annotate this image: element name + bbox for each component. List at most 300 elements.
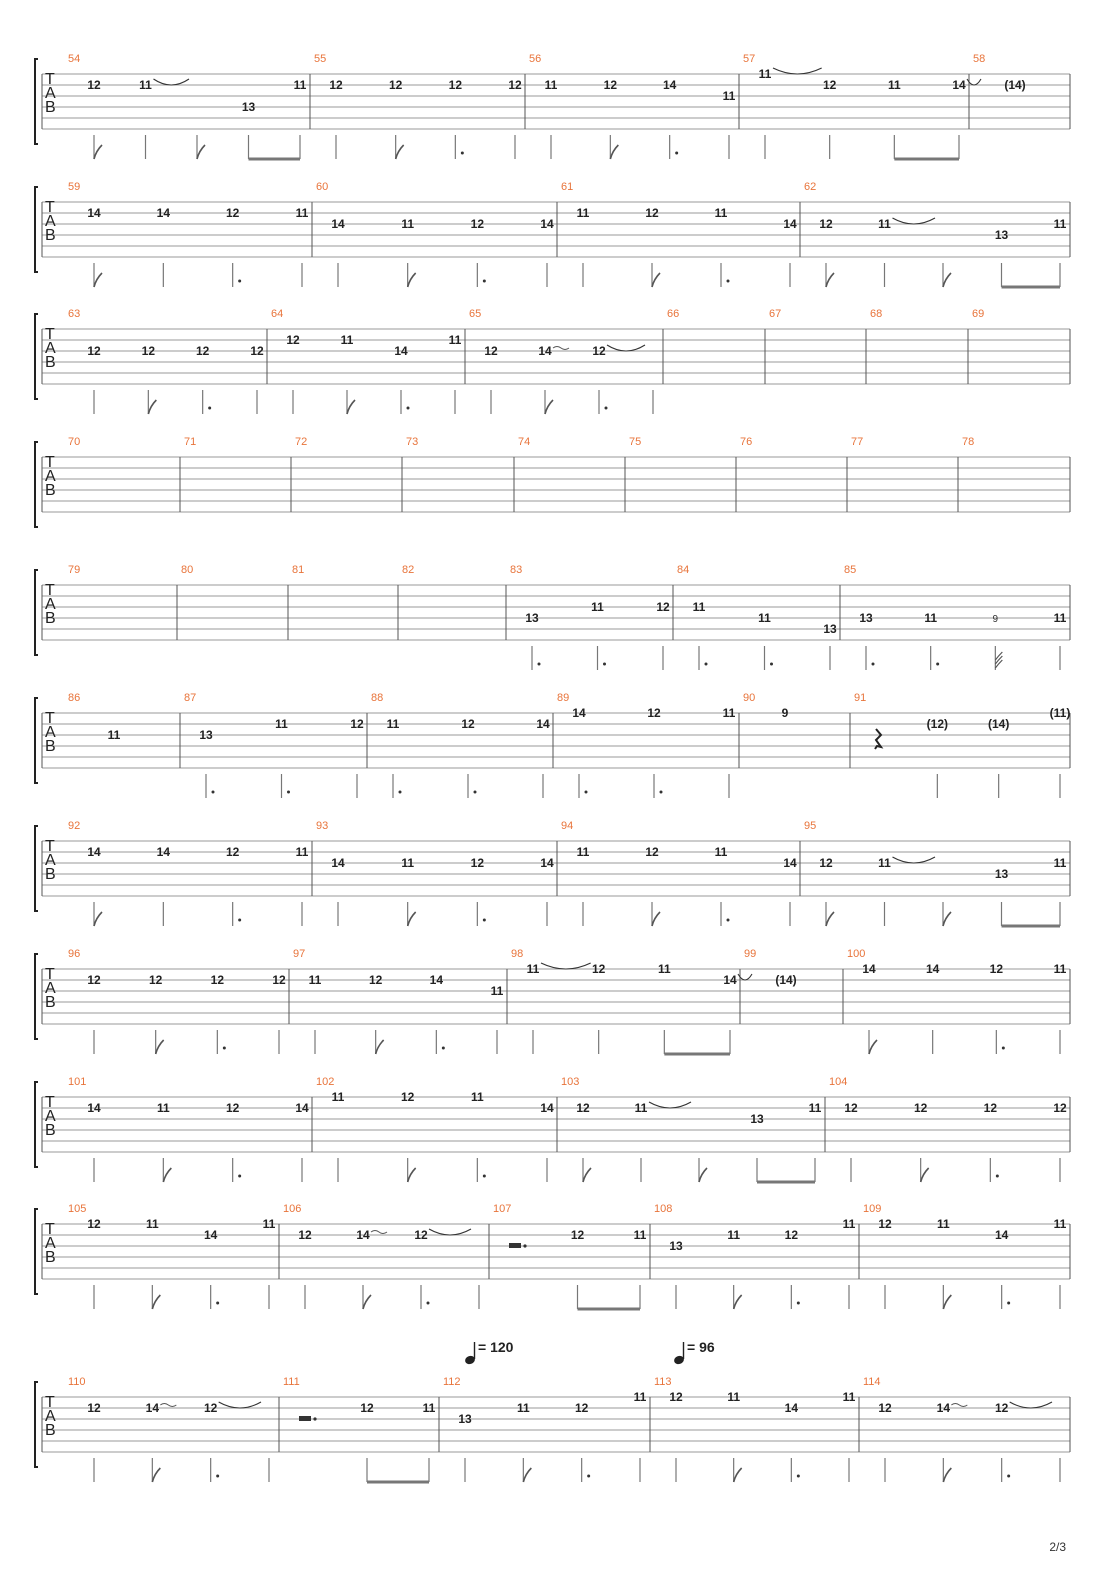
fret-number: 11 (139, 78, 152, 92)
tab-note (592, 962, 606, 1054)
measure-number: 109 (863, 1203, 882, 1215)
tab-clef-letter: B (45, 738, 56, 755)
tab-note (197, 135, 205, 159)
measure-number: 84 (677, 564, 690, 576)
measure-number: 85 (844, 564, 857, 576)
measure-number: 62 (804, 181, 817, 193)
eighth-flag (94, 145, 102, 159)
measure-number: 75 (629, 436, 642, 448)
eighth-flag (152, 1468, 160, 1482)
tie-arc (219, 1402, 261, 1408)
fret-number: (14) (1004, 78, 1026, 92)
fret-number: 11 (591, 600, 604, 614)
fret-number: 11 (401, 856, 415, 870)
tab-system (35, 1203, 1070, 1309)
fret-number: 14 (994, 1228, 1009, 1242)
measure-number: 90 (743, 692, 756, 704)
fret-number: (14) (775, 973, 797, 987)
eighth-flag (699, 1168, 707, 1182)
rhythm-dot (474, 791, 477, 794)
tab-note (775, 973, 796, 987)
measure-number: 101 (68, 1076, 87, 1088)
rhythm-dot (461, 152, 464, 155)
measure-number: 87 (184, 692, 197, 704)
fret-number: 12 (989, 962, 1004, 976)
eighth-flag (943, 1468, 951, 1482)
measure-number: 110 (68, 1376, 86, 1388)
fret-number: 11 (490, 984, 504, 998)
fret-number: 11 (878, 217, 891, 231)
rhythm-dot (238, 280, 241, 283)
fret-number: 11 (401, 217, 415, 231)
fret-number: 9 (781, 706, 789, 720)
fret-number: 12 (645, 206, 659, 220)
eighth-flag (869, 1040, 877, 1054)
fret-number: 11 (107, 728, 121, 742)
fret-number: 12 (994, 1401, 1009, 1415)
tab-clef-letter: T (45, 966, 55, 983)
tab-clef-letter: A (45, 980, 56, 997)
fret-number: 11 (633, 1228, 647, 1242)
fret-number: 14 (156, 845, 171, 859)
tie-arc (893, 218, 936, 224)
measure-number: 80 (181, 564, 194, 576)
fret-number: 14 (87, 845, 101, 859)
tab-note (87, 1217, 101, 1309)
system-bracket (35, 314, 38, 399)
eighth-flag (545, 400, 553, 414)
eighth-flag (347, 400, 355, 414)
measure-number: 74 (518, 436, 531, 448)
fret-number: 12 (368, 973, 383, 987)
rhythm-dot (872, 663, 875, 666)
system-bracket (35, 698, 38, 783)
tab-clef-letter: B (45, 99, 56, 116)
fret-number: 11 (714, 845, 728, 859)
measure-number: 92 (68, 820, 81, 832)
measure-number: 93 (316, 820, 329, 832)
system-bracket (35, 1082, 38, 1167)
eighth-flag (583, 1168, 591, 1182)
eighth-flag (826, 273, 834, 287)
tab-note (491, 984, 504, 1054)
tab-note (401, 1090, 416, 1182)
fret-number: 14 (356, 1228, 370, 1242)
fret-number: 14 (784, 1401, 799, 1415)
tempo-value: = 96 (687, 1339, 715, 1355)
tremolo-flag (995, 660, 1002, 668)
rhythm-dot (587, 1475, 590, 1478)
measure-number: 114 (863, 1376, 881, 1388)
tab-note (394, 344, 409, 414)
measure-number: 108 (654, 1203, 673, 1215)
rhythm-dot (442, 1047, 445, 1050)
tab-clef-letter: A (45, 596, 56, 613)
tie-arc (607, 345, 645, 351)
fret-number: 11 (924, 611, 938, 625)
measure-number: 76 (740, 436, 753, 448)
tab-note (540, 856, 554, 926)
rhythm-dot (1007, 1302, 1010, 1305)
fret-number: 9 (992, 614, 999, 625)
system-bracket (35, 187, 38, 272)
tab-note (819, 217, 834, 287)
fret-number: 12 (591, 962, 606, 976)
fret-number: 14 (331, 217, 345, 231)
fret-number: 12 (400, 1090, 415, 1104)
tie-arc (893, 857, 936, 863)
eighth-flag (396, 145, 404, 159)
measure-number: 104 (829, 1076, 848, 1088)
measure-number: 98 (511, 948, 524, 960)
measure-number: 103 (561, 1076, 580, 1088)
tab-note (878, 1217, 892, 1309)
fret-number: 11 (295, 206, 309, 220)
fret-number: 11 (275, 717, 288, 731)
fret-number: 11 (544, 78, 558, 92)
tab-note (634, 1390, 647, 1482)
fret-number: 11 (516, 1401, 530, 1415)
measure-number: 94 (561, 820, 574, 832)
tremolo-flag (995, 656, 1002, 664)
measure-number: 99 (744, 948, 757, 960)
fret-number: 11 (842, 1217, 856, 1231)
rhythm-dot (287, 791, 290, 794)
measure-number: 70 (68, 436, 81, 448)
slide-mark (951, 1404, 967, 1407)
tempo-value: = 120 (478, 1339, 514, 1355)
fret-number: 12 (592, 344, 606, 358)
fret-number: 14 (540, 217, 554, 231)
tab-note (647, 706, 662, 798)
fret-number: 14 (156, 206, 171, 220)
tab-system (35, 53, 1070, 159)
slide-mark (160, 1404, 176, 1407)
tab-note (196, 344, 211, 414)
fret-number: 12 (484, 344, 498, 358)
fret-number: 12 (576, 1101, 590, 1115)
fret-number: 11 (448, 333, 462, 347)
tab-note (656, 600, 670, 670)
tab-note (471, 1090, 486, 1182)
tab-note (693, 600, 708, 670)
tab-note (332, 1090, 345, 1182)
tab-system (35, 181, 1070, 287)
tab-note (592, 344, 645, 414)
eighth-flag (408, 912, 416, 926)
measure-number: 96 (68, 948, 81, 960)
tab-system (35, 308, 1070, 414)
tab-system (35, 1376, 1070, 1482)
tab-clef-letter: B (45, 1249, 56, 1266)
fret-number: 11 (1053, 1217, 1067, 1231)
tab-note (401, 217, 415, 287)
fret-number: 14 (331, 856, 345, 870)
fret-number: 12 (647, 706, 661, 720)
fret-number: 11 (722, 706, 736, 720)
measure-number: 71 (184, 436, 197, 448)
tab-note (658, 962, 671, 1054)
tab-note (87, 344, 101, 414)
tab-clef-letter: B (45, 1422, 56, 1439)
tab-note (1054, 962, 1067, 1054)
fret-number: 12 (148, 973, 163, 987)
fret-number: 14 (783, 856, 797, 870)
fret-number: 13 (458, 1412, 472, 1426)
tab-clef-letter: A (45, 1235, 56, 1252)
measure-number: 57 (743, 53, 756, 65)
tab-note (458, 1412, 472, 1482)
fret-number: 12 (225, 206, 240, 220)
fret-number: 12 (203, 1401, 218, 1415)
tab-note (108, 728, 121, 742)
fret-number: 12 (656, 600, 670, 614)
fret-number: 14 (87, 206, 101, 220)
tab-clef-letter: B (45, 227, 56, 244)
fret-number: 11 (262, 1217, 276, 1231)
fret-number: 11 (1053, 962, 1067, 976)
fret-number: (14) (987, 717, 1010, 731)
eighth-flag (408, 1168, 416, 1182)
fret-number: 11 (470, 1090, 484, 1104)
tab-clef-letter: T (45, 710, 55, 727)
measure-number: 54 (68, 53, 81, 65)
tab-clef-letter: A (45, 1108, 56, 1125)
eighth-flag (152, 1295, 160, 1309)
measure-number: 58 (973, 53, 986, 65)
half-rest (509, 1243, 521, 1248)
tab-note (843, 1390, 856, 1482)
fret-number: 12 (461, 717, 475, 731)
fret-number: 11 (727, 1390, 741, 1404)
tie-arc (541, 963, 591, 969)
tab-note (783, 856, 797, 926)
measure-number: 81 (292, 564, 305, 576)
fret-number: 11 (156, 1101, 170, 1115)
fret-number: 12 (329, 78, 343, 92)
tab-note (331, 856, 345, 926)
tab-note (823, 622, 837, 670)
tab-clef-letter: T (45, 199, 55, 216)
tab-note (146, 1217, 160, 1309)
eighth-flag (94, 273, 102, 287)
tab-system (35, 436, 1070, 527)
fret-number: 12 (570, 1228, 585, 1242)
tab-note (937, 1217, 951, 1309)
measure-number: 106 (283, 1203, 302, 1215)
fret-number: 14 (145, 1401, 160, 1415)
fret-number: 11 (526, 962, 540, 976)
fret-number: 13 (994, 228, 1009, 242)
fret-number: 12 (414, 1228, 428, 1242)
tab-note (484, 344, 498, 414)
rhythm-dot (216, 1475, 219, 1478)
fret-number: 11 (331, 1090, 345, 1104)
measure-number: 60 (316, 181, 329, 193)
fret-number: 13 (525, 611, 539, 625)
fret-number: 14 (394, 344, 408, 358)
fret-number: 12 (250, 344, 264, 358)
tab-note (538, 344, 569, 414)
fret-number: 11 (633, 1390, 647, 1404)
eighth-flag (197, 145, 205, 159)
fret-number: 13 (859, 611, 873, 625)
tie-arc (649, 1102, 691, 1108)
fret-number: 12 (87, 78, 101, 92)
eighth-flag (943, 273, 951, 287)
eighth-flag (408, 273, 416, 287)
rhythm-dot (483, 919, 486, 922)
eighth-flag (156, 1040, 164, 1054)
tab-note (875, 729, 881, 749)
fret-number: 12 (272, 973, 286, 987)
tab-note (843, 1217, 856, 1309)
system-bracket (35, 1382, 38, 1467)
fret-number: 11 (634, 1101, 648, 1115)
fret-number: 11 (878, 856, 891, 870)
measure-number: 100 (847, 948, 866, 960)
fret-number: 13 (823, 622, 837, 636)
measure-number: 102 (316, 1076, 335, 1088)
fret-number: 12 (87, 1217, 101, 1231)
measure-number: 77 (851, 436, 864, 448)
fret-number: 14 (429, 973, 444, 987)
tie-arc (429, 1229, 471, 1235)
slide-mark (371, 1231, 387, 1234)
tab-clef-letter: A (45, 1408, 56, 1425)
rhythm-dot (212, 791, 215, 794)
tab-clef-letter: T (45, 1221, 55, 1238)
fret-number: 13 (994, 867, 1009, 881)
fret-number: 14 (536, 717, 550, 731)
fret-number: 14 (540, 856, 554, 870)
fret-number: 12 (1053, 1101, 1067, 1115)
fret-number: 11 (692, 600, 706, 614)
tab-note (699, 1158, 707, 1182)
fret-number: 14 (540, 1101, 554, 1115)
rhythm-dot (603, 663, 606, 666)
fret-number: 14 (936, 1401, 951, 1415)
fret-number: 12 (669, 1390, 683, 1404)
measure-number: 78 (962, 436, 975, 448)
tab-clef-letter: B (45, 866, 56, 883)
tab-system (35, 948, 1070, 1054)
tab-note (299, 1416, 317, 1421)
tab-note (142, 344, 157, 414)
measure-number: 67 (769, 308, 782, 320)
fret-number: 12 (87, 344, 101, 358)
fret-number: 12 (350, 717, 364, 731)
fret-number: (12) (926, 717, 949, 731)
fret-number: 11 (936, 1217, 950, 1231)
fret-number: 11 (1053, 856, 1067, 870)
measure-number: 59 (68, 181, 81, 193)
tie-arc (1010, 1402, 1052, 1408)
fret-number: 11 (145, 1217, 159, 1231)
eighth-flag (148, 400, 156, 414)
fret-number: 12 (470, 217, 485, 231)
eighth-flag (943, 1295, 951, 1309)
tremolo-flag (995, 652, 1002, 660)
fret-number: 12 (87, 973, 101, 987)
rest-dot (313, 1417, 316, 1420)
tab-note (750, 1112, 764, 1182)
tab-note (527, 962, 591, 1054)
tab-clef-letter: A (45, 468, 56, 485)
tie-arc (154, 79, 190, 85)
tab-note (878, 217, 935, 287)
fret-number: 12 (819, 217, 833, 231)
fret-number: 12 (508, 78, 522, 92)
fret-number: 12 (983, 1101, 998, 1115)
eighth-flag (734, 1468, 742, 1482)
fret-number: 12 (448, 78, 463, 92)
tempo-marking (673, 1339, 715, 1365)
fret-number: 11 (576, 206, 590, 220)
measure-number: 112 (443, 1376, 461, 1388)
slide-mark (553, 347, 569, 350)
tab-system (35, 692, 1070, 798)
tab-clef-letter: T (45, 71, 55, 88)
fret-number: 14 (925, 962, 940, 976)
fret-number: 12 (574, 1401, 589, 1415)
fret-number: 14 (862, 962, 876, 976)
rhythm-dot (727, 280, 730, 283)
system-bracket (35, 826, 38, 911)
measure-number: 97 (293, 948, 306, 960)
measure-number: 72 (295, 436, 308, 448)
tab-note (993, 614, 1003, 670)
rhythm-dot (797, 1302, 800, 1305)
tab-clef-letter: T (45, 1094, 55, 1111)
fret-number: 12 (913, 1101, 928, 1115)
tab-clef-letter: A (45, 724, 56, 741)
tempo-marking (464, 1339, 514, 1365)
tab-note (943, 902, 951, 926)
fret-number: 14 (783, 217, 797, 231)
tab-note (471, 856, 486, 926)
fret-number: 11 (758, 611, 771, 625)
tab-note (250, 344, 264, 414)
tab-note (862, 962, 877, 1054)
rhythm-dot (208, 407, 211, 410)
rhythm-dot (660, 791, 663, 794)
measure-number: 111 (283, 1376, 300, 1388)
tab-note (1054, 856, 1067, 926)
tab-note (943, 263, 951, 287)
tab-clef-letter: A (45, 340, 56, 357)
tab-clef-letter: T (45, 582, 55, 599)
fret-number: 13 (750, 1112, 764, 1126)
tab-note (727, 1390, 741, 1482)
tab-note (591, 600, 606, 670)
rhythm-dot (427, 1302, 430, 1305)
fret-number: 11 (808, 1101, 822, 1115)
rhythm-dot (407, 407, 410, 410)
system-bracket (35, 570, 38, 655)
system-bracket (35, 954, 38, 1039)
tab-note (540, 217, 554, 287)
tab-note (1004, 78, 1025, 92)
eighth-flag (610, 145, 618, 159)
fret-number: 12 (210, 973, 225, 987)
rhythm-dot (538, 663, 541, 666)
rhythm-dot (1002, 1047, 1005, 1050)
tab-note (509, 1243, 527, 1248)
fret-number: 14 (952, 78, 966, 92)
tab-note (723, 706, 736, 798)
fret-number: 11 (293, 78, 307, 92)
